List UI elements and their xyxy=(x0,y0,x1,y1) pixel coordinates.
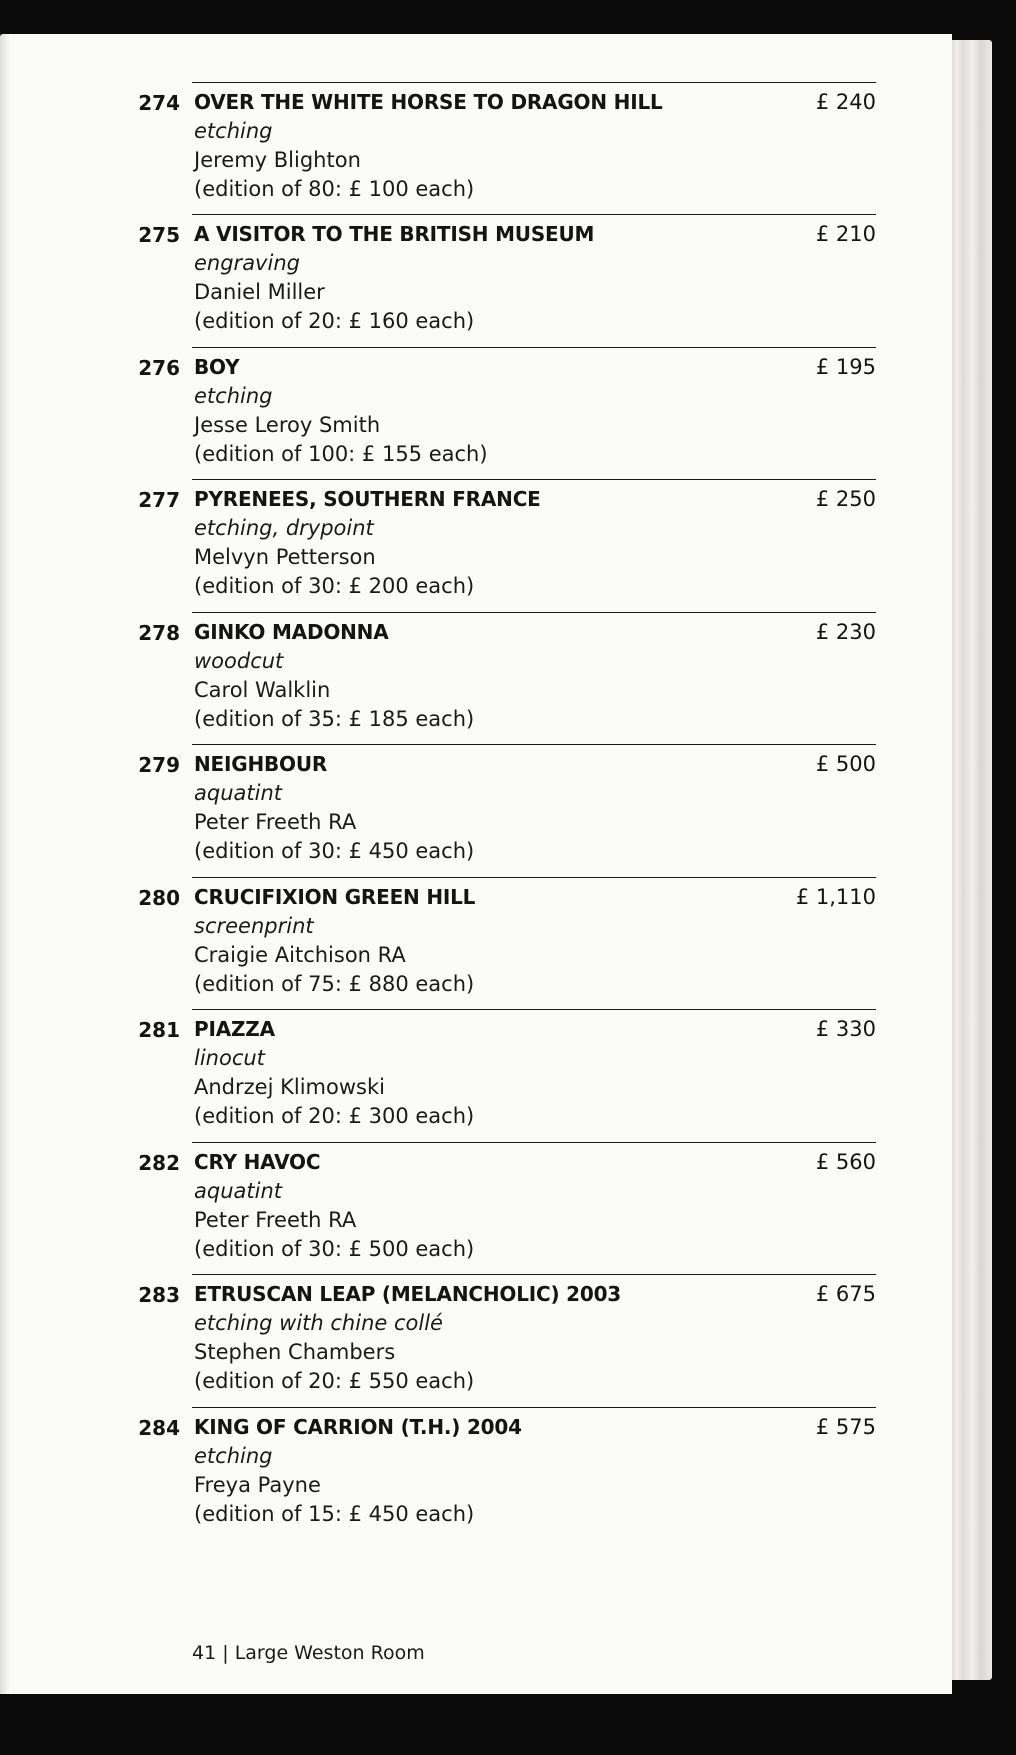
entry-number: 277 xyxy=(138,488,180,512)
catalogue-entry-280 xyxy=(138,877,876,1010)
entry-medium: aquatint xyxy=(194,781,282,805)
page-footer xyxy=(192,1642,425,1664)
entry-medium: engraving xyxy=(194,251,300,275)
entry-title: ETRUSCAN LEAP (MELANCHOLIC) 2003 xyxy=(194,1282,622,1306)
entry-edition: (edition of 15: £ 450 each) xyxy=(194,1502,475,1526)
entry-medium: etching with chine collé xyxy=(194,1311,443,1335)
entry-edition: (edition of 80: £ 100 each) xyxy=(194,177,475,201)
entry-medium: linocut xyxy=(194,1046,265,1070)
catalogue-entry-281 xyxy=(138,1009,876,1142)
entry-price: £ 675 xyxy=(815,1282,876,1306)
entry-price: £ 1,110 xyxy=(795,885,876,909)
entry-artist: Carol Walklin xyxy=(194,678,331,702)
entry-title: CRY HAVOC xyxy=(194,1150,321,1174)
catalogue-entry-278 xyxy=(138,612,876,745)
entry-price: £ 560 xyxy=(815,1150,876,1174)
entry-edition: (edition of 75: £ 880 each) xyxy=(194,972,475,996)
entry-title: PIAZZA xyxy=(194,1017,275,1041)
entry-artist: Jesse Leroy Smith xyxy=(194,413,381,437)
entry-title: OVER THE WHITE HORSE TO DRAGON HILL xyxy=(194,90,663,114)
entry-number: 284 xyxy=(138,1416,180,1440)
entry-artist: Stephen Chambers xyxy=(194,1340,396,1364)
catalogue-entry-279 xyxy=(138,744,876,877)
page-edge xyxy=(948,40,992,1680)
catalogue-entry-276 xyxy=(138,347,876,480)
entry-edition: (edition of 30: £ 200 each) xyxy=(194,574,475,598)
entry-artist: Peter Freeth RA xyxy=(194,1208,357,1232)
entry-title: BOY xyxy=(194,355,240,379)
catalogue-entry-282 xyxy=(138,1142,876,1275)
catalogue-entry-284 xyxy=(138,1407,876,1540)
entry-title: A VISITOR TO THE BRITISH MUSEUM xyxy=(194,222,595,246)
catalogue-entry-274 xyxy=(138,82,876,215)
catalogue-entry-275 xyxy=(138,214,876,347)
gutter-shadow xyxy=(0,34,10,1694)
entry-number: 282 xyxy=(138,1151,180,1175)
entry-artist: Jeremy Blighton xyxy=(194,148,361,172)
entry-price: £ 330 xyxy=(815,1017,876,1041)
entry-artist: Melvyn Petterson xyxy=(194,545,376,569)
catalogue-entry-283 xyxy=(138,1274,876,1407)
catalogue-page xyxy=(0,34,952,1694)
entry-medium: screenprint xyxy=(194,914,314,938)
entry-price: £ 575 xyxy=(815,1415,876,1439)
entry-number: 276 xyxy=(138,356,180,380)
entry-price: £ 210 xyxy=(815,222,876,246)
entry-artist: Freya Payne xyxy=(194,1473,321,1497)
entry-artist: Peter Freeth RA xyxy=(194,810,357,834)
entry-artist: Craigie Aitchison RA xyxy=(194,943,406,967)
entry-number: 281 xyxy=(138,1018,180,1042)
entry-medium: etching xyxy=(194,119,273,143)
entry-price: £ 500 xyxy=(815,752,876,776)
entry-title: CRUCIFIXION GREEN HILL xyxy=(194,885,476,909)
entry-medium: etching xyxy=(194,384,273,408)
entry-edition: (edition of 30: £ 500 each) xyxy=(194,1237,475,1261)
entry-edition: (edition of 20: £ 550 each) xyxy=(194,1369,475,1393)
entry-number: 280 xyxy=(138,886,180,910)
entry-edition: (edition of 100: £ 155 each) xyxy=(194,442,488,466)
entry-edition: (edition of 20: £ 300 each) xyxy=(194,1104,475,1128)
entry-number: 274 xyxy=(138,91,180,115)
entry-title: PYRENEES, SOUTHERN FRANCE xyxy=(194,487,541,511)
entry-medium: woodcut xyxy=(194,649,284,673)
entry-title: NEIGHBOUR xyxy=(194,752,328,776)
catalogue-entry-277 xyxy=(138,479,876,612)
entry-medium: etching xyxy=(194,1444,273,1468)
entry-number: 283 xyxy=(138,1283,180,1307)
entry-title: GINKO MADONNA xyxy=(194,620,389,644)
entry-price: £ 250 xyxy=(815,487,876,511)
entry-number: 279 xyxy=(138,753,180,777)
entry-medium: aquatint xyxy=(194,1179,282,1203)
entry-artist: Andrzej Klimowski xyxy=(194,1075,385,1099)
page-number: 41 xyxy=(192,1642,217,1664)
footer-separator: | xyxy=(222,1642,229,1664)
room-name: Large Weston Room xyxy=(234,1642,425,1664)
entry-medium: etching, drypoint xyxy=(194,516,374,540)
entry-number: 278 xyxy=(138,621,180,645)
entry-edition: (edition of 20: £ 160 each) xyxy=(194,309,475,333)
entry-number: 275 xyxy=(138,223,180,247)
entry-edition: (edition of 30: £ 450 each) xyxy=(194,839,475,863)
entry-price: £ 195 xyxy=(815,355,876,379)
entry-price: £ 240 xyxy=(815,90,876,114)
entry-price: £ 230 xyxy=(815,620,876,644)
entry-edition: (edition of 35: £ 185 each) xyxy=(194,707,475,731)
entry-title: KING OF CARRION (T.H.) 2004 xyxy=(194,1415,522,1439)
entry-artist: Daniel Miller xyxy=(194,280,325,304)
